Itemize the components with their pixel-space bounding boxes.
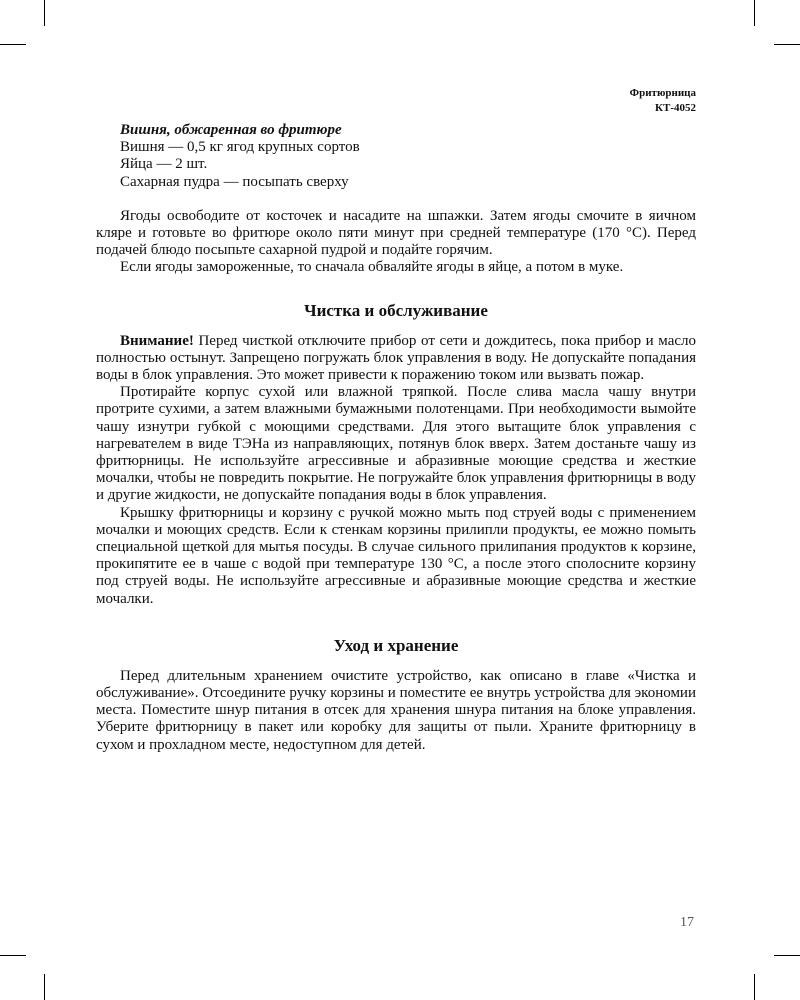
crop-mark-top-right-horizontal xyxy=(774,44,800,45)
crop-mark-top-left-horizontal xyxy=(0,44,26,45)
section-title-cleaning: Чистка и обслуживание xyxy=(304,300,488,320)
section-title-storage: Уход и хранение xyxy=(333,635,459,655)
recipe-paragraph: Ягоды освободите от косточек и насадите на шпажки. Затем ягоды смочите в яичном кляре и готовьте во фритюре около пяти минут при средней температуре (170 °С). Перед подачей блюдо посыпьте сахарной пудрой и подайте горячим. xyxy=(96,207,696,259)
warning-text: Перед чисткой отключите прибор от сети и дождитесь, пока прибор и масло полностью остынут. Запрещено погружать блок управления в воду. Не допускайте попадания воды в блок управления. Это может привести к поражению током или вызвать пожар. xyxy=(96,332,696,384)
header-model: КТ-4052 xyxy=(655,102,696,114)
ingredient-item: Вишня — 0,5 кг ягод крупных сортов xyxy=(120,139,360,156)
header-product: Фритюрница xyxy=(629,87,696,99)
recipe-title: Вишня, обжаренная во фритюре xyxy=(120,122,342,138)
cleaning-paragraph: Протирайте корпус сухой или влажной тряпкой. После слива масла чашу внутри протрите сухими, а затем влажными бумажными полотенцами. При необходимости вымойте чашу изнутри губкой с моющими средствами. Для этого вытащите блок управления с нагревателем в виде ТЭНа из направляющих, потянув блок вверх. Затем достаньте чашу из фритюрницы. Не используйте агрессивные и абразивные моющие средства и жесткие мочалки, чтобы не повредить покрытие. Не погружайте блок управления фритюрницы в воду и другие жидкости, не допускайте попадания воды в блок управления. xyxy=(96,384,696,504)
crop-mark-top-left-vertical xyxy=(44,0,45,26)
warning-label: Внимание! xyxy=(120,332,194,349)
recipe-paragraph: Если ягоды замороженные, то сначала обваляйте ягоды в яйце, а потом в муке. xyxy=(120,259,624,276)
running-header xyxy=(630,86,696,116)
crop-mark-bottom-right-vertical xyxy=(754,974,755,1000)
cleaning-paragraph: Крышку фритюрницы и корзину с ручкой можно мыть под струей воды с применением мочалки и моющих средств. Если к стенкам корзины прилипли продукты, ее можно помыть специальной щеткой для мытья посуды. В случае сильного прилипания продуктов к корзине, прокипятите ее в чаше с водой при температуре 130 °С, а после этого сполосните корзину под струей воды. Не используйте агрессивные и абразивные моющие средства и жесткие мочалки. xyxy=(96,504,696,607)
crop-mark-bottom-left-vertical xyxy=(44,974,45,1000)
storage-paragraph: Перед длительным хранением очистите устройство, как описано в главе «Чистка и обслуживание». Отсоедините ручку корзины и поместите ее внутрь устройства для экономии места. Поместите шнур питания в отсек для хранения шнура питания на блоке управления. Уберите фритюрницу в пакет или коробку для защиты от пыли. Храните фритюрницу в сухом и прохладном месте, недоступном для детей. xyxy=(96,667,696,753)
page-number: 17 xyxy=(680,915,694,930)
cleaning-warning-paragraph xyxy=(96,333,696,385)
crop-mark-bottom-right-horizontal xyxy=(774,955,800,956)
ingredient-item: Яйца — 2 шт. xyxy=(120,156,208,173)
crop-mark-top-right-vertical xyxy=(754,0,755,26)
ingredient-item: Сахарная пудра — посыпать сверху xyxy=(120,173,349,190)
page-content xyxy=(96,122,696,754)
crop-mark-bottom-left-horizontal xyxy=(0,955,26,956)
